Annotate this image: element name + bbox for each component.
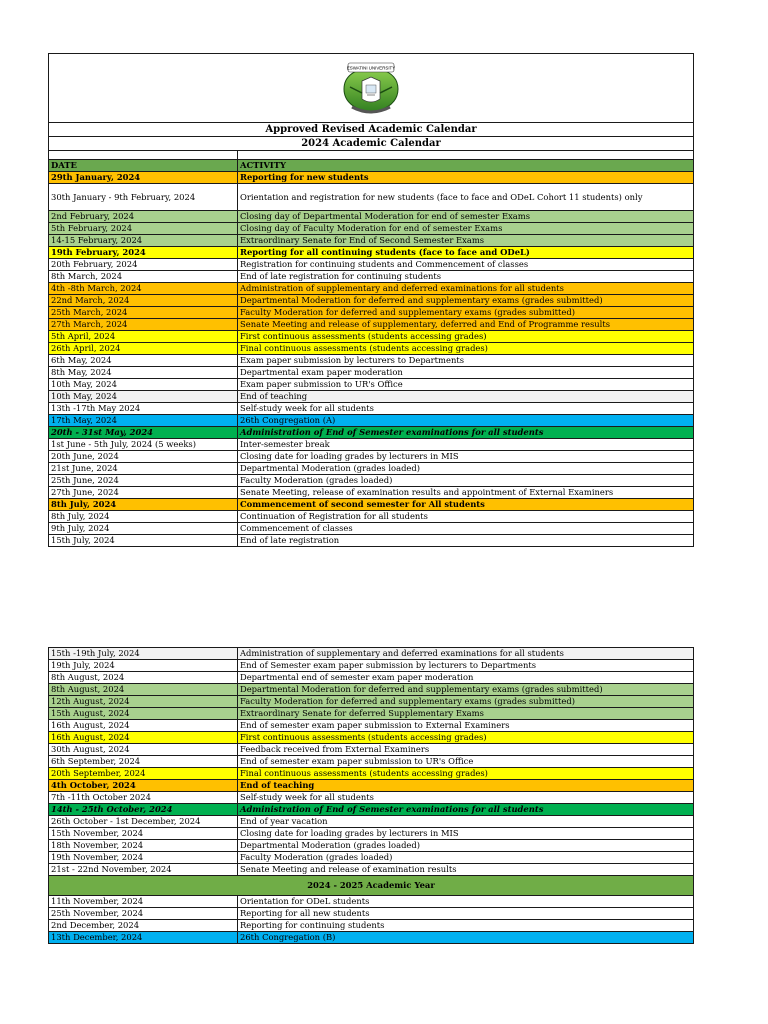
activity-cell: Senate Meeting, release of examination results and appointment of External Examiners [238, 487, 694, 499]
activity-cell: Reporting for continuing students [238, 920, 694, 932]
table-row [49, 391, 694, 403]
table-row [49, 343, 694, 355]
date-cell: 25th March, 2024 [49, 307, 238, 319]
activity-cell: Commencement of classes [238, 523, 694, 535]
date-cell: 4th -8th March, 2024 [49, 283, 238, 295]
date-cell: 5th April, 2024 [49, 331, 238, 343]
table-row [49, 840, 694, 852]
activity-cell: Faculty Moderation (grades loaded) [238, 852, 694, 864]
table-row [49, 331, 694, 343]
table-row [49, 259, 694, 271]
logo-banner-text: ESWATINI UNIVERSITY [346, 65, 396, 71]
date-cell: 16th August, 2024 [49, 720, 238, 732]
date-cell: 19th February, 2024 [49, 247, 238, 259]
date-cell: 19th November, 2024 [49, 852, 238, 864]
activity-cell: Closing day of Departmental Moderation for end of semester Exams [238, 211, 694, 223]
date-cell: 15th July, 2024 [49, 535, 238, 547]
table-row [49, 499, 694, 511]
column-header-row [49, 160, 694, 172]
date-cell: 30th January - 9th February, 2024 [49, 184, 238, 211]
activity-cell: Extraordinary Senate for End of Second Semester Exams [238, 235, 694, 247]
activity-cell: Exam paper submission to UR's Office [238, 379, 694, 391]
table-row [49, 211, 694, 223]
date-cell: 15th November, 2024 [49, 828, 238, 840]
date-cell: 2nd February, 2024 [49, 211, 238, 223]
activity-cell: Senate Meeting and release of supplementary, deferred and End of Programme results [238, 319, 694, 331]
table-row [49, 816, 694, 828]
date-cell: 17th May, 2024 [49, 415, 238, 427]
date-cell: 6th September, 2024 [49, 756, 238, 768]
date-cell: 5th February, 2024 [49, 223, 238, 235]
table-row [49, 475, 694, 487]
date-cell: 8th May, 2024 [49, 367, 238, 379]
date-cell: 15th August, 2024 [49, 708, 238, 720]
table-row [49, 184, 694, 211]
activity-cell: Senate Meeting and release of examination results [238, 864, 694, 876]
date-cell: 22nd March, 2024 [49, 295, 238, 307]
activity-cell: Closing date for loading grades by lecturers in MIS [238, 451, 694, 463]
subtitle-row [49, 137, 694, 151]
date-cell: 21st June, 2024 [49, 463, 238, 475]
table-row [49, 319, 694, 331]
table-row [49, 307, 694, 319]
academic-year-header: 2024 - 2025 Academic Year [49, 876, 694, 896]
activity-cell: Final continuous assessments (students accessing grades) [238, 768, 694, 780]
activity-cell: 26th Congregation (A) [238, 415, 694, 427]
date-cell: 2nd December, 2024 [49, 920, 238, 932]
activity-cell: End of teaching [238, 391, 694, 403]
table-row [49, 379, 694, 391]
table-row [49, 732, 694, 744]
date-cell: 8th July, 2024 [49, 511, 238, 523]
date-cell: 15th -19th July, 2024 [49, 648, 238, 660]
activity-cell: Departmental exam paper moderation [238, 367, 694, 379]
table-row [49, 439, 694, 451]
table-row [49, 283, 694, 295]
activity-cell: Faculty Moderation (grades loaded) [238, 475, 694, 487]
table-row [49, 487, 694, 499]
activity-cell: Reporting for new students [238, 172, 694, 184]
table-row [49, 920, 694, 932]
activity-cell: Faculty Moderation for deferred and supplementary exams (grades submitted) [238, 307, 694, 319]
activity-cell: End of semester exam paper submission to UR's Office [238, 756, 694, 768]
activity-cell: Exam paper submission by lecturers to Departments [238, 355, 694, 367]
table-row [49, 756, 694, 768]
blank-row [49, 151, 694, 160]
date-cell: 13th -17th May 2024 [49, 403, 238, 415]
activity-cell: Administration of End of Semester examinations for all students [238, 427, 694, 439]
activity-cell: Departmental Moderation for deferred and supplementary exams (grades submitted) [238, 684, 694, 696]
date-cell: 16th August, 2024 [49, 732, 238, 744]
date-cell: 21st - 22nd November, 2024 [49, 864, 238, 876]
table-row [49, 792, 694, 804]
column-header-activity: ACTIVITY [238, 160, 694, 172]
date-cell: 27th June, 2024 [49, 487, 238, 499]
logo-row [49, 54, 694, 123]
calendar-table-2 [48, 647, 694, 944]
activity-cell: End of late registration for continuing students [238, 271, 694, 283]
column-header-date: DATE [49, 160, 238, 172]
date-cell: 11th November, 2024 [49, 896, 238, 908]
date-cell: 18th November, 2024 [49, 840, 238, 852]
activity-cell: Departmental Moderation for deferred and supplementary exams (grades submitted) [238, 295, 694, 307]
activity-cell: Administration of End of Semester examinations for all students [238, 804, 694, 816]
date-cell: 27th March, 2024 [49, 319, 238, 331]
date-cell: 19th July, 2024 [49, 660, 238, 672]
table-row [49, 367, 694, 379]
table-row [49, 223, 694, 235]
activity-cell: End of year vacation [238, 816, 694, 828]
calendar-table-1 [48, 53, 694, 547]
date-cell: 4th October, 2024 [49, 780, 238, 792]
table-row [49, 804, 694, 816]
table-row [49, 744, 694, 756]
activity-cell: Inter-semester break [238, 439, 694, 451]
date-cell: 13th December, 2024 [49, 932, 238, 944]
activity-cell: Commencement of second semester for All students [238, 499, 694, 511]
activity-cell: Orientation for ODeL students [238, 896, 694, 908]
university-logo [336, 59, 406, 121]
date-cell: 8th August, 2024 [49, 684, 238, 696]
table-row [49, 511, 694, 523]
date-cell: 10th May, 2024 [49, 379, 238, 391]
date-cell: 8th March, 2024 [49, 271, 238, 283]
date-cell: 14th - 25th October, 2024 [49, 804, 238, 816]
date-cell: 7th -11th October 2024 [49, 792, 238, 804]
table-row [49, 172, 694, 184]
activity-cell: End of Semester exam paper submission by lecturers to Departments [238, 660, 694, 672]
date-cell: 20th June, 2024 [49, 451, 238, 463]
table-row [49, 864, 694, 876]
table-row [49, 708, 694, 720]
activity-cell: Self-study week for all students [238, 792, 694, 804]
table-row [49, 932, 694, 944]
activity-cell: 26th Congregation (B) [238, 932, 694, 944]
table-row [49, 684, 694, 696]
table-row [49, 235, 694, 247]
table-row [49, 696, 694, 708]
activity-cell: End of semester exam paper submission to External Examiners [238, 720, 694, 732]
date-cell: 29th January, 2024 [49, 172, 238, 184]
date-cell: 26th April, 2024 [49, 343, 238, 355]
table-row [49, 896, 694, 908]
table-row [49, 415, 694, 427]
table-row [49, 523, 694, 535]
activity-cell: End of late registration [238, 535, 694, 547]
date-cell: 25th June, 2024 [49, 475, 238, 487]
activity-cell: Self-study week for all students [238, 403, 694, 415]
activity-cell: Continuation of Registration for all students [238, 511, 694, 523]
date-cell: 30th August, 2024 [49, 744, 238, 756]
activity-cell: Extraordinary Senate for deferred Supplementary Exams [238, 708, 694, 720]
academic-year-header-row [49, 876, 694, 896]
calendar-subtitle: 2024 Academic Calendar [49, 137, 694, 151]
activity-cell: Registration for continuing students and Commencement of classes [238, 259, 694, 271]
date-cell: 9th July, 2024 [49, 523, 238, 535]
activity-cell: Closing date for loading grades by lecturers in MIS [238, 828, 694, 840]
table-row [49, 852, 694, 864]
date-cell: 8th August, 2024 [49, 672, 238, 684]
activity-cell: Final continuous assessments (students accessing grades) [238, 343, 694, 355]
activity-cell: Administration of supplementary and deferred examinations for all students [238, 648, 694, 660]
activity-cell: Feedback received from External Examiners [238, 744, 694, 756]
date-cell: 20th February, 2024 [49, 259, 238, 271]
activity-cell: Closing day of Faculty Moderation for end of semester Exams [238, 223, 694, 235]
table-row [49, 247, 694, 259]
date-cell: 20th - 31st May, 2024 [49, 427, 238, 439]
table-row [49, 672, 694, 684]
calendar-title: Approved Revised Academic Calendar [49, 123, 694, 137]
activity-cell: First continuous assessments (students accessing grades) [238, 331, 694, 343]
table-row [49, 780, 694, 792]
date-cell: 26th October - 1st December, 2024 [49, 816, 238, 828]
activity-cell: First continuous assessments (students accessing grades) [238, 732, 694, 744]
activity-cell: Reporting for all continuing students (face to face and ODeL) [238, 247, 694, 259]
activity-cell: Faculty Moderation for deferred and supplementary exams (grades submitted) [238, 696, 694, 708]
table-row [49, 828, 694, 840]
table-row [49, 355, 694, 367]
table-row [49, 768, 694, 780]
table-row [49, 463, 694, 475]
table-row [49, 451, 694, 463]
activity-cell: Departmental end of semester exam paper moderation [238, 672, 694, 684]
table-row [49, 427, 694, 439]
date-cell: 6th May, 2024 [49, 355, 238, 367]
activity-cell: Reporting for all new students [238, 908, 694, 920]
date-cell: 1st June - 5th July, 2024 (5 weeks) [49, 439, 238, 451]
table-row [49, 271, 694, 283]
activity-cell: Orientation and registration for new students (face to face and ODeL Cohort 11 students) only [238, 184, 694, 211]
table-row [49, 295, 694, 307]
table-row [49, 403, 694, 415]
activity-cell: Administration of supplementary and deferred examinations for all students [238, 283, 694, 295]
table-row [49, 648, 694, 660]
date-cell: 14-15 February, 2024 [49, 235, 238, 247]
table-row [49, 535, 694, 547]
date-cell: 12th August, 2024 [49, 696, 238, 708]
date-cell: 25th November, 2024 [49, 908, 238, 920]
table-row [49, 720, 694, 732]
date-cell: 8th July, 2024 [49, 499, 238, 511]
activity-cell: Departmental Moderation (grades loaded) [238, 840, 694, 852]
date-cell: 10th May, 2024 [49, 391, 238, 403]
table-row [49, 908, 694, 920]
date-cell: 20th September, 2024 [49, 768, 238, 780]
activity-cell: End of teaching [238, 780, 694, 792]
activity-cell: Departmental Moderation (grades loaded) [238, 463, 694, 475]
logo-cell [49, 54, 694, 123]
title-row [49, 123, 694, 137]
table-row [49, 660, 694, 672]
